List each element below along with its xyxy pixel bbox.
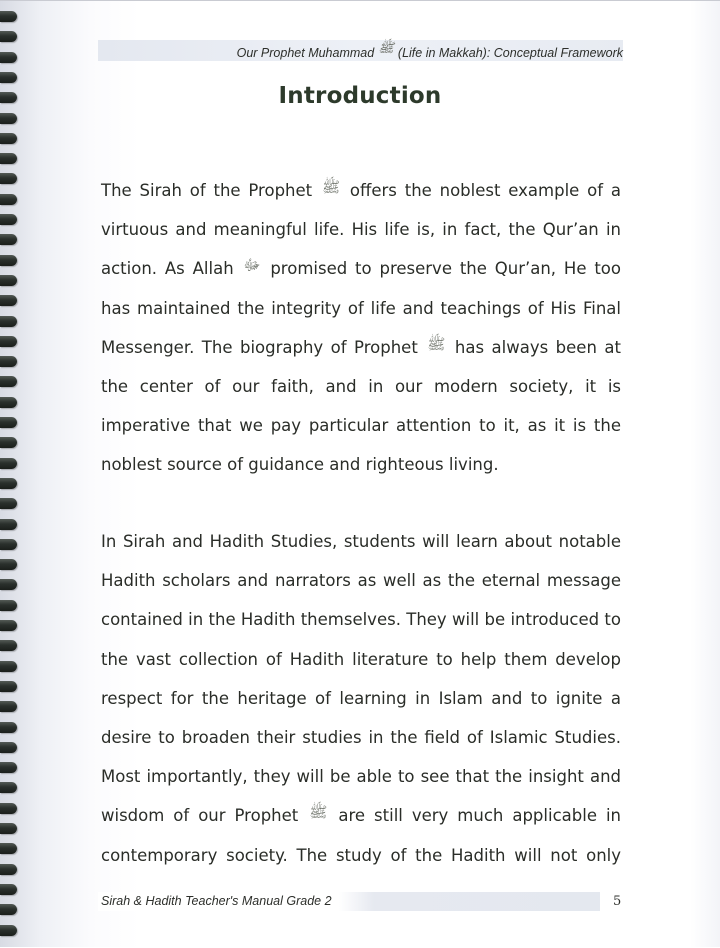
text-line: [101, 640, 621, 679]
text-line: [101, 757, 621, 796]
honorific-icon: ﷺ: [427, 334, 446, 353]
text-line: [101, 679, 621, 718]
spiral-coil: [0, 925, 17, 936]
spiral-coil: [0, 173, 17, 184]
honorific-icon: ﷺ: [309, 803, 328, 822]
spiral-coil: [0, 295, 17, 306]
text-segment: virtuous and meaningful life. His life is, in fact, the Qur’an in: [101, 220, 621, 240]
honorific-icon: ﷺ: [321, 178, 341, 196]
text-line: [101, 718, 621, 757]
spiral-coil: [0, 843, 17, 854]
text-line: [101, 445, 621, 484]
text-segment: has maintained the integrity of life and teachings of His Final: [101, 298, 621, 318]
spiral-coil: [0, 539, 17, 550]
manual-title: Sirah & Hadith Teacher's Manual Grade 2: [101, 894, 332, 908]
spiral-coil: [0, 275, 17, 286]
spiral-coil: [0, 214, 17, 225]
running-header-title-before: Our Prophet Muhammad: [236, 45, 375, 60]
spiral-coil: [0, 722, 17, 733]
spiral-coil: [0, 803, 17, 814]
text-segment: Most importantly, they will be able to see that the insight and: [101, 767, 621, 787]
spiral-coil: [0, 519, 17, 530]
text-segment: In Sirah and Hadith Studies, students will learn about notable: [101, 532, 621, 551]
text-line: [101, 328, 621, 367]
text-segment: the center of our faith, and in our modern society, it is: [101, 376, 621, 396]
text-segment: wisdom of our Prophet: [101, 806, 299, 826]
text-line: [101, 289, 621, 328]
spiral-coil: [0, 559, 17, 570]
text-line: [101, 367, 621, 406]
spiral-coil: [0, 478, 17, 489]
spiral-coil: [0, 356, 17, 367]
text-segment: promised to preserve the Qur’an, He too: [270, 259, 621, 279]
text-segment: contained in the Hadith themselves. They will be introduced to: [101, 610, 621, 630]
spiral-coil: [0, 194, 17, 205]
spiral-coil: [0, 234, 17, 245]
running-header-text: [237, 43, 623, 62]
spiral-coil: [0, 661, 17, 672]
spiral-coil: [0, 153, 17, 164]
text-line: [101, 836, 621, 875]
spiral-coil: [0, 72, 17, 83]
honorific-icon: ﷻ: [243, 256, 261, 275]
text-segment: Hadith scholars and narrators as well as the eternal message: [101, 571, 621, 591]
spiral-coil: [0, 884, 17, 895]
spiral-coil: [0, 823, 17, 834]
spiral-coil: [0, 31, 17, 42]
text-segment: desire to broaden their studies in the field of Islamic Studies.: [101, 727, 621, 747]
text-segment: offers the noblest example of a: [349, 181, 621, 200]
page-number: 5: [613, 894, 622, 909]
paragraph-1: [101, 171, 621, 485]
running-header: [98, 40, 623, 61]
text-segment: are still very much applicable in: [338, 806, 621, 826]
text-segment: respect for the heritage of learning in Islam and to ignite a: [101, 688, 621, 708]
text-line: [101, 249, 621, 288]
spiral-coil: [0, 336, 17, 347]
spiral-coil: [0, 255, 17, 266]
text-segment: noblest source of guidance and righteous living.: [101, 455, 499, 475]
text-line: [101, 561, 621, 600]
page-title: Introduction: [278, 83, 442, 109]
text-segment: Messenger. The biography of Prophet: [101, 337, 418, 357]
text-line: [101, 796, 621, 835]
spiral-coil: [0, 52, 17, 63]
spiral-coil: [0, 864, 17, 875]
spiral-coil: [0, 742, 17, 753]
text-segment: has always been at: [454, 337, 621, 357]
text-line: [101, 210, 621, 249]
text-line: [101, 406, 621, 445]
running-footer: [98, 892, 600, 911]
spiral-coil: [0, 498, 17, 509]
text-line: [101, 171, 621, 210]
spiral-coil: [0, 579, 17, 590]
spiral-coil: [0, 113, 17, 124]
text-segment: contemporary society. The study of the Hadith will not only: [101, 845, 621, 865]
spiral-coil: [0, 762, 17, 773]
spiral-coil: [0, 397, 17, 408]
text-segment: the vast collection of Hadith literature to help them develop: [101, 649, 621, 669]
spiral-coil: [0, 681, 17, 692]
spiral-coil: [0, 437, 17, 448]
spiral-coil: [0, 701, 17, 712]
spiral-coil: [0, 316, 17, 327]
spiral-binding: [0, 1, 30, 948]
spiral-coil: [0, 782, 17, 793]
paragraph-2: [101, 522, 621, 875]
running-header-title-after: (Life in Makkah): Conceptual Framework: [397, 45, 623, 60]
text-segment: action. As Allah: [101, 259, 234, 279]
spiral-coil: [0, 600, 17, 611]
text-line: [101, 522, 621, 561]
spiral-coil: [0, 620, 17, 631]
text-segment: The Sirah of the Prophet: [101, 181, 313, 200]
text-line: [101, 600, 621, 639]
text-segment: imperative that we pay particular attention to it, as it is the: [101, 416, 621, 436]
spiral-coil: [0, 640, 17, 651]
spiral-coil: [0, 417, 17, 428]
spiral-coil: [0, 458, 17, 469]
spiral-coil: [0, 11, 17, 22]
spiral-coil: [0, 904, 17, 915]
spiral-coil: [0, 133, 17, 144]
honorific-icon: ﷺ: [378, 41, 394, 56]
spiral-coil: [0, 376, 17, 387]
